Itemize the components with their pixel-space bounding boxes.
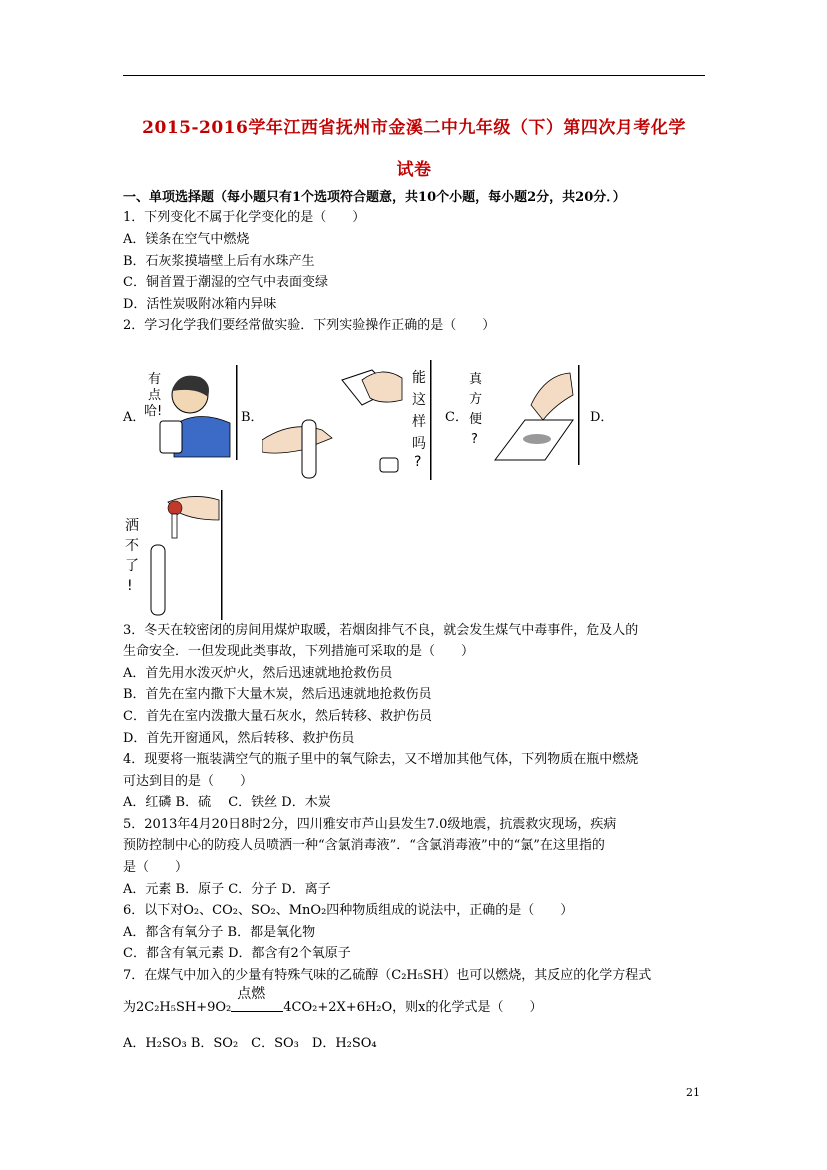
q2-image-b (262, 360, 432, 480)
svg-text:方: 方 (469, 392, 483, 407)
q2-image-d (123, 490, 223, 620)
q2-label-d: D． (590, 410, 614, 425)
q1-option-c: C．铜首置于潮湿的空气中表面变绿 (123, 275, 328, 290)
q7-options: A．H₂SO₃ B．SO₂ C．SO₃ D．H₂SO₄ (123, 1036, 377, 1051)
header-rule (123, 75, 705, 76)
q7-condition-text: 点燃 (237, 986, 266, 1002)
page-title-cont: 试卷 (396, 160, 432, 180)
q7-stem-1: 7．在煤气中加入的少量有特殊气味的乙硫醇（C₂H₅SH）也可以燃烧，其反应的化学方程式 (123, 968, 652, 983)
q2-image-c (465, 365, 580, 465)
svg-text:不: 不 (125, 538, 139, 554)
q3-stem-2: 生命安全．一但发现此类事故，下列措施可采取的是（ ） (123, 644, 475, 659)
q6-options-ab: A．都含有氧分子 B．都是氧化物 (123, 925, 316, 940)
page-title: 2015-2016学年江西省抚州市金溪二中九年级（下）第四次月考化学 (142, 118, 686, 138)
q1-option-b: B．石灰浆摸墙壁上后有水珠产生 (123, 254, 315, 269)
q3-option-b: B．首先在室内撒下大量木炭，然后迅速就地抢救伤员 (123, 687, 432, 702)
q1-stem: 1．下列变化不属于化学变化的是（ ） (123, 210, 366, 225)
svg-text:吗: 吗 (412, 436, 426, 452)
q2-label-c: C． (445, 410, 468, 425)
q6-options-cd: C．都含有氧元素 D．都含有2个氧原子 (123, 946, 351, 961)
svg-text:!: ! (127, 578, 133, 594)
q1-option-a: A．镁条在空气中燃烧 (123, 232, 250, 247)
page-number: 21 (686, 1086, 700, 1099)
svg-text:能: 能 (412, 370, 426, 386)
svg-text:这: 这 (412, 392, 426, 408)
q7-condition (231, 986, 283, 1018)
q2-label-a: A． (123, 410, 146, 425)
svg-text:样: 样 (412, 414, 426, 430)
q3-option-d: D．首先开窗通风，然后转移、救护伤员 (123, 731, 355, 746)
q7-eq-right: 4CO₂+2X+6H₂O，则x的化学式是（ ） (283, 1000, 543, 1015)
svg-text:?: ? (471, 432, 478, 447)
svg-text:哈!: 哈! (144, 404, 163, 419)
svg-text:有: 有 (148, 372, 162, 387)
q3-option-c: C．首先在室内泼撒大量石灰水，然后转移、救护伤员 (123, 709, 432, 724)
q1-option-d: D．活性炭吸附冰箱内异味 (123, 297, 277, 312)
q3-option-a: A．首先用水泼灭炉火，然后迅速就地抢救伤员 (123, 666, 393, 681)
q7-eq-left: 为2C₂H₅SH+9O₂ (123, 1000, 232, 1015)
q6-stem: 6．以下对O₂、CO₂、SO₂、MnO₂四种物质组成的说法中，正确的是（ ） (123, 903, 574, 918)
q5-stem-3: 是（ ） (123, 860, 189, 875)
q3-stem-1: 3．冬天在较密闭的房间用煤炉取暖，若烟囱排气不良，就会发生煤气中毒事件，危及人的 (123, 623, 639, 638)
q2-image-a (138, 365, 238, 460)
q4-stem-2: 可达到目的是（ ） (123, 774, 254, 789)
svg-text:洒: 洒 (125, 518, 139, 534)
svg-text:?: ? (414, 454, 422, 470)
q5-stem-1: 5．2013年4月20日8时2分，四川雅安市芦山县发生7.0级地震，抗震救灾现场，疾病 (123, 817, 617, 832)
q2-stem: 2．学习化学我们要经常做实验．下列实验操作正确的是（ ） (123, 318, 496, 333)
q2-label-b: B． (241, 410, 264, 425)
q5-stem-2: 预防控制中心的防疫人员喷洒一种“含氯消毒液”．“含氯消毒液”中的“氯”在这里指的 (123, 838, 605, 853)
section-heading: 一、单项选择题（每小题只有1个选项符合题意，共10个小题，每小题2分，共20分．） (123, 190, 626, 205)
svg-text:了: 了 (125, 558, 139, 574)
q7-equation (123, 986, 708, 1018)
q4-stem-1: 4．现要将一瓶装满空气的瓶子里中的氧气除去，又不增加其他气体，下列物质在瓶中燃烧 (123, 752, 639, 767)
svg-text:点: 点 (148, 388, 162, 403)
q5-options: A．元素 B．原子 C．分子 D．离子 (123, 882, 331, 897)
svg-text:便: 便 (469, 412, 483, 427)
q4-options: A．红磷 B．硫 C．铁丝 D．木炭 (123, 795, 331, 810)
svg-text:真: 真 (469, 372, 483, 387)
